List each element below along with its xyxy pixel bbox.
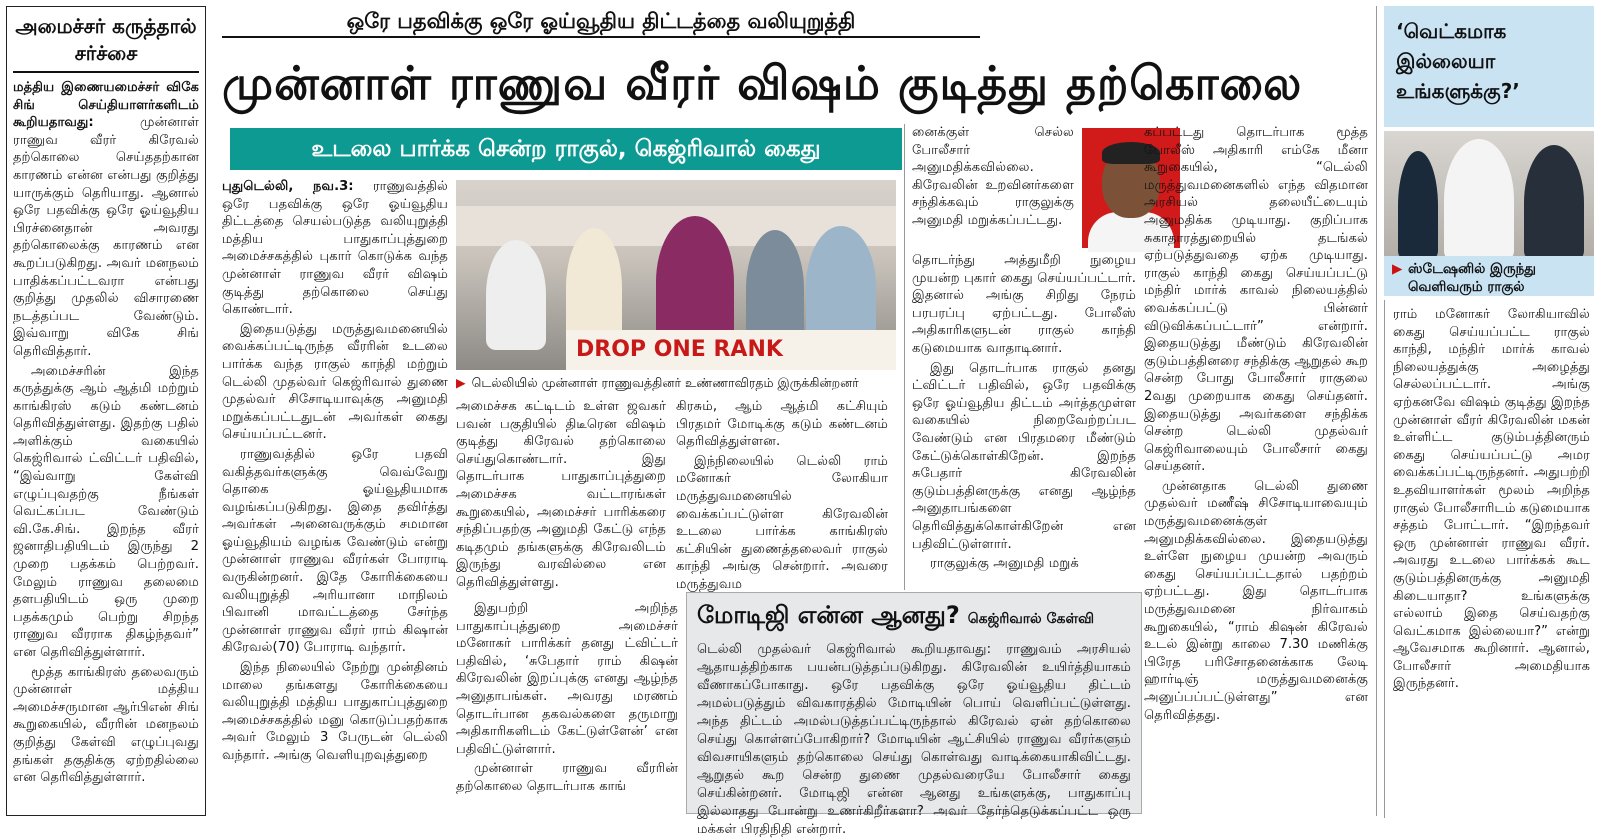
- sidebar-story-p1: [13, 79, 199, 361]
- protest-photo: [456, 180, 896, 370]
- rahul-photo: [1384, 131, 1594, 256]
- photo-figure: [656, 216, 734, 348]
- story-c2-p1: அமைச்சக கட்டிடம் உள்ள ஜவகர் பவன் பகுதியில் திடீரென விஷம் குடித்து கிரேவல் தற்கொலை செய்துகொண்டார். இது தொடர்பாக பாதுகாப்புத்துறை அமைச்சக வட்டாரங்கள் கூறுகையில், அமைச்சர் பாரிக்கரை சந்திப்பதற்கு அனுமதி கேட்டு எந்த கடிதமும் தங்களுக்கு கிரேவலிடம் இருந்து வரவில்லை என தெரிவித்துள்ளது.: [456, 399, 666, 590]
- kicker: ஒரே பதவிக்கு ஒரே ஓய்வூதிய திட்டத்தை வலியுறுத்தி: [222, 6, 980, 38]
- modi-box-title-text: மோடிஜி என்ன ஆனது?: [697, 601, 960, 629]
- story-p4: இந்த நிலையில் நேற்று முன்தினம் மாலை தங்களது கோரிக்கையை வலியுறுத்தி மத்திய பாதுகாப்புத்துறை அமைச்சகத்தில் மனு கொடுப்பதற்காக அவர் மேலும் 3 பேருடன் டெல்லி வந்தார். அங்கு வெளியுறவுத்துறை: [222, 660, 448, 763]
- modi-box-text: டெல்லி முதல்வர் கெஜ்ரிவால் கூறியதாவது: ராணுவம் அரசியல் ஆதாயத்திற்காக பயன்படுத்தப்படுகிறது. கிரேவலின் உயிர்த்தியாகம் வீணாகப்போகாது. ஒரே பதவிக்கு ஒரே ஓய்வூதிய திட்டம் அமல்படுத்தும் விவகாரத்தில் மோடியின் பொய் வெளிப்பட்டுள்ளது. அந்த திட்டம் அமல்படுத்தப்பட்டிருந்தால் கிரேவல் ஏன் தற்கொலை செய்து கொள்ளப்போகிறார்? மோடியின் ஆட்சியில் ராணுவ வீரர்களும் விவசாயிகளும் தற்கொலை செய்து கொள்வது வாடிக்கையாகிவிட்டது. ஆறுதல் கூற சென்ற துணை முதல்வரையே போலீசார் கைது செய்கின்றனர். மோடிஜி என்ன ஆனது உங்களுக்கு, பாதுகாப்பு இல்லாதது போன்று உணர்கிறீர்களா? அவர் தேர்ந்தெடுக்கப்பட்ட ஒரு மக்கள் பிரதிநிதி என்றார்.: [697, 642, 1131, 837]
- story-c3-p2: இந்நிலையில் டெல்லி ராம் மனோகர் லோகியா மருத்துவமனையில் வைக்கப்பட்டுள்ள கிரேவலின் உடலை பார்க்க காங்கிரஸ் கட்சியின் துணைத்தலைவர் ராகுல் காந்தி அங்கு சென்றார். அவரை மருத்துவம: [676, 453, 888, 592]
- photo-protest-banner: DROP ONE RANK: [566, 330, 896, 370]
- story-p1-text: ராணுவத்தில் ஒரே பதவிக்கு ஒரே ஓய்வூதிய திட்டத்தை செயல்படுத்த வலியுறுத்தி மத்திய பாதுகாப்புத்துறை அமைச்சகத்தில் புகார் கொடுக்க வந்த முன்னாள் ராணுவ வீரர் விஷம் குடித்து தற்கொலை செய்து கொண்டார்.: [222, 179, 448, 318]
- right-sidebar: [1384, 6, 1594, 816]
- main-headline: முன்னாள் ராணுவ வீரர் விஷம் குடித்து தற்கொலை: [222, 56, 1303, 110]
- modi-box-title: [697, 599, 1131, 635]
- story-column-4b: [912, 252, 1136, 582]
- story-p3: ராணுவத்தில் ஒரே பதவி வகித்தவர்களுக்கு வெவ்வேறு தொகை ஓய்வூதியமாக வழங்கப்படுகிறது. இதை தவிர்த்து அவர்கள் அனைவருக்கும் சமமான ஓய்வூதியம் வழங்க வேண்டும் என்று முன்னாள் ராணுவ வீரர்கள் போராடி வருகின்றனர். இதே கோரிக்கையை வலியுறுத்தி அரியானா மாநிலம் பிவானி மாவட்டத்தை சேர்ந்த முன்னாள் ராணுவ வீரர் ராம் கிஷான் கிரேவல்(70) போராடி வந்தார்.: [222, 446, 448, 656]
- story-c4b-p3: ராகுலுக்கு அனுமதி மறுக்: [930, 556, 1079, 572]
- story-column-3: [676, 398, 888, 592]
- photo-figure: [1524, 145, 1584, 261]
- story-column-2b: [456, 600, 678, 814]
- story-c4-p1: னைக்குள் செல்ல போலீசார் அனுமதிக்கவில்லை. கிரேவலின் உறவினர்களை சந்திக்கவும் ராகுலுக்கு அனுமதி மறுக்கப்பட்டது.: [912, 125, 1074, 228]
- photo-figure: [486, 240, 546, 350]
- right-story: [1384, 300, 1594, 818]
- dateline: புதுடெல்லி, நவ.3:: [222, 179, 354, 194]
- modi-box-tag: கெஜ்ரிவால் கேள்வி: [967, 611, 1095, 627]
- modi-box: [686, 592, 1142, 837]
- subheadline: உடலை பார்க்க சென்ற ராகுல், கெஜ்ரிவால் கைது: [230, 128, 902, 170]
- sidebar-story-lead: மத்திய இணையமைச்சர் விகே சிங் செய்தியாளர்களிடம் கூறியதாவது:: [13, 80, 199, 131]
- protest-photo-caption: ▶ டெல்லியில் முன்னாள் ராணுவத்தினர் உண்ணாவிரதம் இருக்கின்றனர்: [456, 374, 896, 392]
- sidebar-story-title: அமைச்சர் கருத்தால் சர்ச்சை: [13, 13, 199, 73]
- column-divider: [1376, 6, 1377, 816]
- story-column-5: [1144, 124, 1368, 814]
- photo-figure: [1444, 139, 1514, 261]
- story-column-2: [456, 398, 666, 593]
- right-story-text: ராம் மனோகர் லோகியாவில் கைது செய்யப்பட்ட ராகுல் காந்தி, மந்திர் மார்க் காவல் நிலையத்துக்கு அழைத்து செல்லப்பட்டார். அங்கு ஏற்கனவே விஷம் குடித்து இறந்த முன்னாள் வீரர் கிரேவலின் மகன் உள்ளிட்ட குடும்பத்தினரும் கைது செய்யப்பட்டு அமர வைக்கப்பட்டிருந்தனர். அதுபற்றி உதவியாளர்கள் மூலம் அறிந்த ராகுல் போலீசாரிடம் கடுமையாக சத்தம் போட்டார். “இறந்தவர் ஒரு முன்னாள் ராணுவ வீரர். அவரது உடலை பார்க்கக் கூட குடும்பத்தினருக்கு அனுமதி கிடையாதா? உங்களுக்கு எல்லாம் இதை செய்வதற்கு வெட்கமாக இல்லையா?” என்று ஆவேசமாக கூறினார். ஆனால், போலீசார் அமைதியாக இருந்தனர்.: [1393, 307, 1590, 692]
- story-c5-p1: கப்பட்டது தொடர்பாக மூத்த போலீஸ் அதிகாரி எம்கே மீனா கூறுகையில், “டெல்லி மருத்துவமனைகளில் எந்த விதமான அரசியல் தலையீட்டையும் அனுமதிக்க முடியாது. குறிப்பாக சுகாதாரத்துறையில் தடங்கல் ஏற்படுத்துவதை ஏற்க முடியாது. ராகுல் காந்தி கைது செய்யப்பட்டு மந்திர் மார்க் காவல் நிலையத்தில் வைக்கப்பட்டு பின்னர் விடுவிக்கப்பட்டார்” என்றார். இதையடுத்து மீண்டும் கிரேவலின் குடும்பத்தினரை சந்திக்கு ஆறுதல் கூற சென்ற போது போலீசார் ராகுலை 2வது முறையாக கைது செய்தனர். இதையடுத்து அவர்களை சந்திக்க சென்ற டெல்லி முதல்வர் கெஜ்ரிவாலையும் போலீசார் கைது செய்தனர்.: [1144, 125, 1368, 475]
- story-column-4: [912, 124, 1074, 250]
- story-p1: [222, 178, 448, 319]
- right-headline: ‘வெட்கமாக இல்லையா உங்களுக்கு?’: [1384, 6, 1594, 127]
- right-photo-caption: ▶ ஸ்டேஷனில் இருந்து வெளிவரும் ராகுல்: [1384, 256, 1594, 296]
- story-c5-p2: முன்னதாக டெல்லி துணை முதல்வர் மணீஷ் சிசோடியாவையும் மருத்துவமனைக்குள் அனுமதிக்கவில்லை. இதையடுத்து உள்ளே நுழைய முயன்ற அவரும் கைது செய்யப்பட்டதால் பதற்றம் ஏற்பட்டது. இது தொடர்பாக மருத்துவமனை நிர்வாகம் கூறுகையில், “ராம் கிஷன் கிரேவல் உடல் இன்று காலை 7.30 மணிக்கு பிரேத பரிசோதனைக்காக லேடி ஹார்டிஞ் மருத்துவமனைக்கு அனுப்பப்பட்டுள்ளது” என தெரிவித்தது.: [1144, 478, 1368, 723]
- story-p2: இதையடுத்து மருத்துவமனையில் வைக்கப்பட்டிருந்த வீரரின் உடலை பார்க்க வந்த ராகுல் காந்தி மற்றும் டெல்லி முதல்வர் கெஜ்ரிவால் துணை முதல்வர் சிசோடியாவுக்கு அனுமதி மறுக்கப்பட்டதுடன் அவர்கள் கைது செய்யப்பட்டனர்.: [222, 321, 448, 443]
- story-c2-p3: முன்னாள் ராணுவ வீரரின் தற்கொலை தொடர்பாக காங்: [456, 761, 678, 794]
- sidebar-story-p3: மூத்த காங்கிரஸ் தலைவரும் முன்னாள் மத்திய அமைச்சருமான ஆர்பிஎன் சிங் கூறுகையில், வீரரின் மனநலம் குறித்து கேள்வி எழுப்புவது தங்கள் தகுதிக்கு ஏற்றதில்லை என தெரிவித்துள்ளார்.: [13, 664, 199, 786]
- story-c4b-p1: தொடர்ந்து அத்துமீறி நுழைய முயன்ற புகார் கைது செய்யப்பட்டார். இதனால் அங்கு சிறிது நேரம் பரபரப்பு ஏற்பட்டது. போலீஸ் அதிகாரிகளுடன் ராகுல் காந்தி கடுமையாக வாதாடினார்.: [912, 253, 1136, 356]
- sidebar-story: [6, 6, 206, 816]
- story-c4b-p2: இது தொடர்பாக ராகுல் தனது ட்விட்டர் பதிவில், ஒரே பதவிக்கு ஒரே ஓய்வூதிய திட்டம் அர்த்தமுள்ள வகையில் நிறைவேற்றப்பட வேண்டும் என பிரதமரை மீண்டும் கேட்டுக்கொள்கிறேன். இறந்த சுபேதார் கிரேவலின் குடும்பத்தினருக்கு எனது ஆழ்ந்த அனுதாபங்களை தெரிவித்துக்கொள்கிறேன் என பதிவிட்டுள்ளார்.: [912, 360, 1136, 552]
- story-c3-p1: கிரசும், ஆம் ஆத்மி கட்சியும் பிரதமர் மோடிக்கு கடும் கண்டனம் தெரிவித்துள்ளன.: [676, 399, 888, 450]
- sidebar-story-p1-text: முன்னாள் ராணுவ வீரர் கிரேவல் தற்கொலை செய்ததற்கான காரணம் என்ன என்பது குறித்து யாருக்கும் தெரியாது. ஆனால் ஒரே பதவிக்கு ஒரே ஓய்வூதிய பிரச்னைதான் அவரது தற்கொலைக்கு காரணம் என கூறப்படுகிறது. அவர் மனநலம் பாதிக்கப்பட்டவரா என்பது குறித்து முதலில் விசாரணை நடத்தப்பட வேண்டும். இவ்வாறு விகே சிங் தெரிவித்தார்.: [13, 115, 199, 359]
- story-c2-p2: இதுபற்றி அறிந்த பாதுகாப்புத்துறை அமைச்சர் மனோகர் பாரிக்கர் தனது ட்விட்டர் பதிவில், ‘சுபேதார் ராம் கிஷன் கிரேவலின் இறப்புக்கு எனது ஆழ்ந்த அனுதாபங்கள். அவரது மரணம் தொடர்பான தகவல்களை தருமாறு அதிகாரிகளிடம் கேட்டுள்ளேன்’ என பதிவிட்டுள்ளார்.: [456, 601, 678, 757]
- story-column-1: [222, 178, 448, 814]
- sidebar-story-p2: அமைச்சரின் இந்த கருத்துக்கு ஆம் ஆத்மி மற்றும் காங்கிரஸ் கடும் கண்டனம் தெரிவித்துள்ளது. இதற்கு பதில் அளிக்கும் வகையில் கெஜ்ரிவால் ட்விட்டர் பதிவில், “இவ்வாறு கேள்வி எழுப்புவதற்கு நீங்கள் வெட்கப்பட வேண்டும் வி.கே.சிங். இறந்த வீரர் ஜனாதிபதியிடம் இருந்து 2 முறை பதக்கம் பெற்றவர். மேலும் ராணுவ தலைமை தளபதியிடம் ஒரு முறை பதக்கமும் பெற்று சிறந்த ராணுவ வீரராக திகழ்ந்தவர்” என தெரிவித்துள்ளார்.: [13, 363, 199, 660]
- column-divider: [904, 124, 905, 590]
- photo-figure: [1398, 151, 1438, 261]
